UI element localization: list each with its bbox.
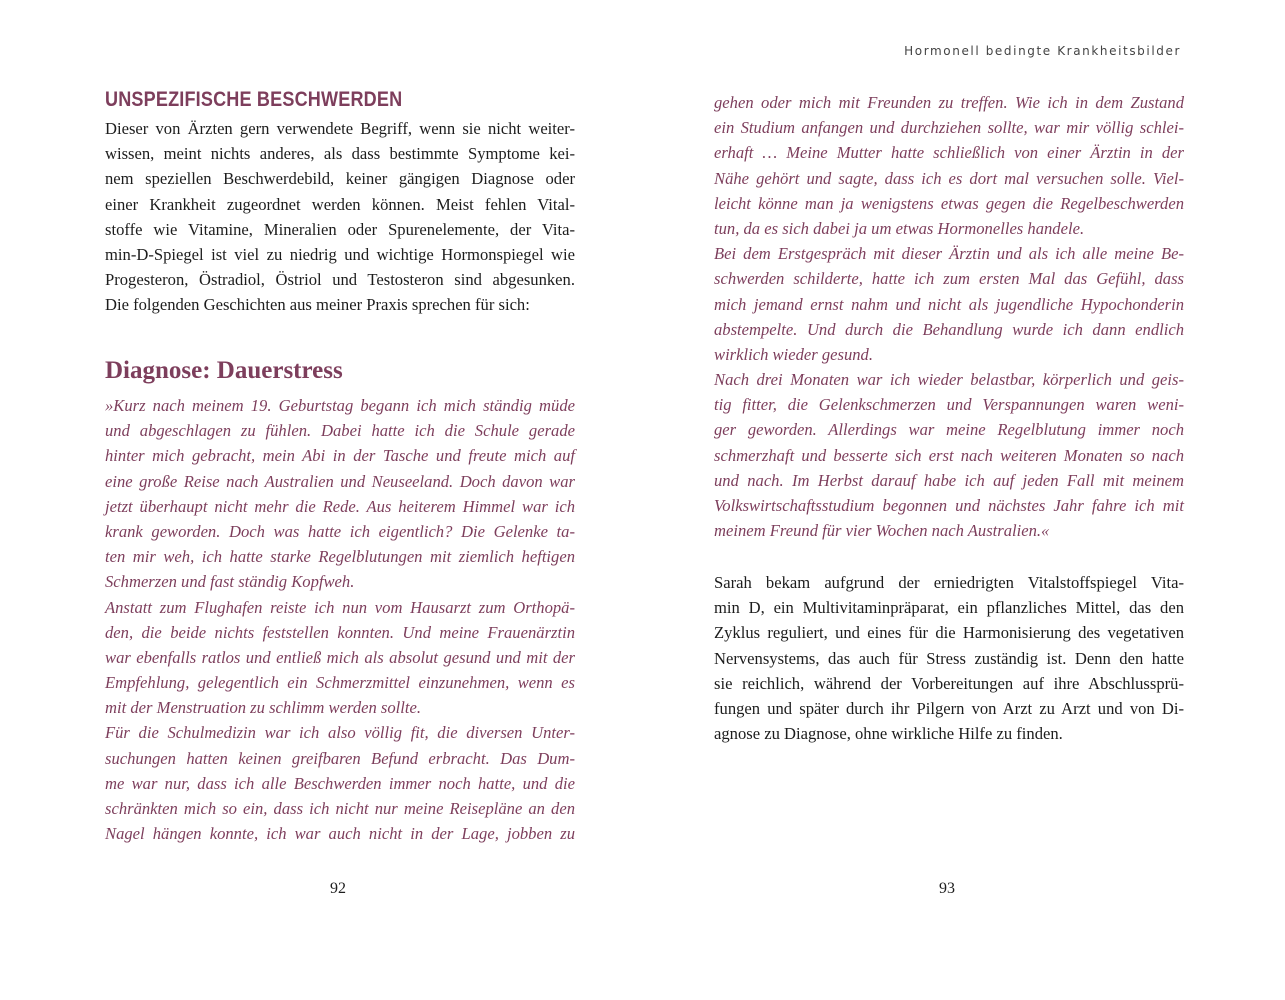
page-number-right: 93 [939, 880, 955, 897]
left-page [0, 0, 642, 1000]
text-line: jetzt überhaupt nicht mehr die Rede. Aus heiterem Himmel war ich [105, 496, 575, 516]
text-line: suchungen hatten keinen greifbaren Befund erbracht. Das Dum- [105, 748, 575, 768]
text-line: abstempelte. Und durch die Behandlung wurde ich dann endlich [714, 319, 1184, 339]
text-line: Schmerzen und fast ständig Kopfweh. [105, 572, 355, 592]
story-quote-part-2 [714, 90, 1184, 543]
text-line: ten mir weh, ich hatte starke Regelblutungen mit ziemlich heftigen [105, 547, 575, 567]
text-line: schwerden schilderte, hatte ich zum ersten Mal das Gefühl, dass [714, 269, 1184, 289]
text-line: und abgeschlagen zu fühlen. Dabei hatte ich die Schule gerade [105, 421, 575, 441]
text-line: agnose zu Diagnose, ohne wirkliche Hilfe zu finden. [714, 724, 1063, 744]
running-head: Hormonell bedingte Krankheitsbilder [904, 44, 1181, 58]
text-line: Volkswirtschaftsstudium begonnen und nächstes Jahr fahre ich mit [714, 496, 1184, 515]
text-line: Zyklus reguliert, und eines für die Harmonisierung des vegetativen [714, 623, 1184, 643]
text-line: Bei dem Erstgespräch mit dieser Ärztin und als ich alle meine Be- [714, 244, 1184, 264]
text-line: schränkten mich so ein, dass ich nicht nur meine Reisepläne an den [105, 799, 575, 818]
text-line: hinter mich gebracht, mein Abi in der Tasche und freute mich auf [105, 446, 575, 466]
text-line: meinem Freund für vier Wochen nach Australien.« [714, 521, 1050, 541]
text-line: ein Studium anfangen und durchziehen sollte, war mir völlig schlei- [714, 118, 1184, 138]
text-line: tun, da es sich dabei ja um etwas Hormonelles handele. [714, 218, 1085, 238]
text-line: leicht könne man ja wenigstens etwas gegen die Regelbeschwerden [714, 193, 1184, 213]
text-line: fungen und später durch ihr Pilgern von Arzt zu Arzt und von Di- [714, 698, 1184, 718]
text-line: me war nur, dass ich alle Beschwerden immer noch hatte, und die [105, 773, 575, 793]
text-line: sie reichlich, während der Vorbereitungen auf ihre Abschlussprü- [714, 673, 1184, 693]
text-line: Dieser von Ärzten gern verwendete Begriff, wenn sie nicht weiter- [105, 119, 575, 138]
text-line: und nach. Im Herbst darauf habe ich auf jeden Fall mit meinem [714, 470, 1184, 490]
text-line: gehen oder mich mit Freunden zu treffen. Wie ich in dem Zustand [714, 93, 1184, 112]
text-line: wissen, meint nichts anderes, als dass bestimmte Symptome kei- [105, 144, 575, 164]
sub-heading: Diagnose: Dauerstress [105, 357, 343, 384]
text-line: nem speziellen Beschwerdebild, keiner gängigen Diagnose oder [105, 169, 575, 189]
summary-paragraph [714, 570, 1184, 746]
text-line: min D, ein Multivitaminpräparat, ein pflanzliches Mittel, das den [714, 598, 1184, 618]
text-line: mich jemand ernst nahm und nicht als jugendliche Hypochonderin [714, 294, 1184, 314]
text-line: Nähe gehört und sagte, dass ich es dort mal versuchen solle. Viel- [714, 168, 1184, 188]
text-line: mit der Menstruation zu schlimm werden sollte. [105, 698, 422, 718]
text-line: min-D-Spiegel ist viel zu niedrig und wichtige Hormonspiegel wie [105, 244, 575, 264]
text-line: wirklich wieder gesund. [714, 344, 874, 364]
text-line: eine große Reise nach Australien und Neuseeland. Doch davon war [105, 471, 575, 491]
text-line: Progesteron, Östradiol, Östriol und Testosteron sind abgesunken. [105, 270, 575, 290]
text-line: Nach drei Monaten war ich wieder belastbar, körperlich und geis- [714, 370, 1184, 390]
text-line: Sarah bekam aufgrund der erniedrigten Vitalstoffspiegel Vita- [714, 573, 1184, 592]
intro-paragraph [105, 116, 575, 318]
text-line: Nervensystems, das auch für Stress zuständig ist. Denn den hatte [714, 648, 1184, 668]
text-line: erhaft … Meine Mutter hatte schließlich von einer Ärztin in der [714, 143, 1184, 163]
page-number-left: 92 [330, 880, 346, 897]
text-line: Die folgenden Geschichten aus meiner Praxis sprechen für sich: [105, 295, 530, 315]
text-line: war ebenfalls ratlos und entließ mich als absolut gesund und mit der [105, 647, 575, 667]
text-line: tig fitter, die Gelenkschmerzen und Verspannungen waren weni- [714, 395, 1184, 415]
section-heading: UNSPEZIFISCHE BESCHWERDEN [105, 88, 403, 111]
story-quote-part-1 [105, 393, 575, 846]
text-line: schmerzhaft und besserte sich erst nach weiteren Monaten so nach [714, 445, 1184, 465]
text-line: Nagel hängen konnte, ich war auch nicht in der Lage, jobben zu [105, 824, 575, 844]
text-line: Anstatt zum Flughafen reiste ich nun vom Hausarzt zum Orthopä- [105, 597, 575, 617]
text-line: Empfehlung, gelegentlich ein Schmerzmittel einzunehmen, wenn es [105, 673, 575, 693]
text-line: ger geworden. Allerdings war meine Regelblutung immer noch [714, 420, 1184, 440]
text-line: »Kurz nach meinem 19. Geburtstag begann ich mich ständig müde [105, 396, 575, 415]
text-line: stoffe wie Vitamine, Mineralien oder Spurenelemente, der Vita- [105, 219, 575, 239]
text-line: krank geworden. Doch was hatte ich eigentlich? Die Gelenke ta- [105, 521, 575, 541]
text-line: Für die Schulmedizin war ich also völlig fit, die diversen Unter- [105, 723, 575, 743]
text-line: den, die beide nichts feststellen konnten. Und meine Frauenärztin [105, 622, 575, 642]
text-line: einer Krankheit zugeordnet werden können. Meist fehlen Vital- [105, 194, 575, 214]
